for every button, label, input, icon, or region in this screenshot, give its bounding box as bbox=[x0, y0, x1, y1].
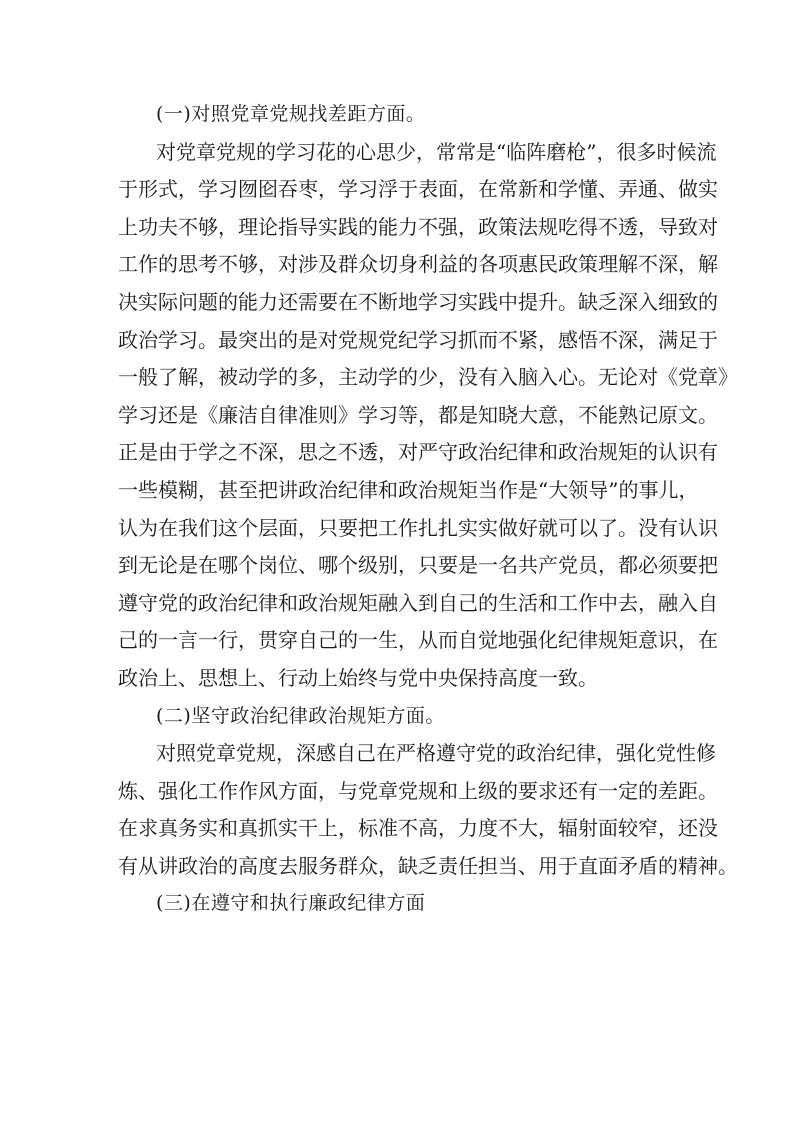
paragraph-line: 正是由于学之不深，思之不透，对严守政治纪律和政治规矩的认识有 bbox=[118, 440, 718, 465]
paragraph-line: 一些模糊，甚至把讲政治纪律和政治规矩当作是“大领导”的事儿， bbox=[118, 477, 699, 502]
section-heading-3: (三)在遵守和执行廉政纪律方面 bbox=[156, 892, 426, 915]
paragraph-line: 政治学习。最突出的是对党规党纪学习抓而不紧，感悟不深，满足于 bbox=[118, 327, 718, 352]
section-paragraph-2 bbox=[118, 735, 738, 885]
paragraph-line: 工作的思考不够，对涉及群众切身利益的各项惠民政策理解不深，解 bbox=[118, 252, 718, 277]
paragraph-line: 己的一言一行，贯穿自己的一生，从而自觉地强化纪律规矩意识，在 bbox=[118, 628, 718, 653]
paragraph-line: 决实际问题的能力还需要在不断地学习实践中提升。缺乏深入细致的 bbox=[118, 289, 718, 314]
paragraph-line: 一般了解，被动学的多，主动学的少，没有入脑入心。无论对《党章》 bbox=[118, 365, 738, 390]
document-body bbox=[118, 96, 738, 923]
paragraph-line: 政治上、思想上、行动上始终与党中央保持高度一致。 bbox=[118, 665, 598, 690]
paragraph-line: 上功夫不够，理论指导实践的能力不强，政策法规吃得不透，导致对 bbox=[118, 214, 718, 239]
paragraph-line: 到无论是在哪个岗位、哪个级别，只要是一名共产党员，都必须要把 bbox=[118, 553, 718, 578]
paragraph-line: 认为在我们这个层面，只要把工作扎扎实实做好就可以了。没有认识 bbox=[118, 515, 718, 540]
section-heading-2: (二)坚守政治纪律政治规矩方面。 bbox=[156, 704, 445, 727]
paragraph-line: 在求真务实和真抓实干上，标准不高，力度不大，辐射面较窄，还没 bbox=[118, 816, 718, 841]
paragraph-line: 遵守党的政治纪律和政治规矩融入到自己的生活和工作中去，融入自 bbox=[118, 590, 718, 615]
paragraph-line: 对照党章党规，深感自己在严格遵守党的政治纪律，强化党性修 bbox=[156, 741, 716, 766]
paragraph-line: 对党章党规的学习花的心思少，常常是“临阵磨枪”，很多时候流 bbox=[156, 139, 717, 164]
section-paragraph-1 bbox=[118, 134, 738, 698]
paragraph-line: 于形式，学习囫囵吞枣，学习浮于表面，在常新和学懂、弄通、做实 bbox=[118, 177, 718, 202]
paragraph-line: 有从讲政治的高度去服务群众，缺乏责任担当、用于直面矛盾的精神。 bbox=[118, 853, 738, 878]
paragraph-line: 炼、强化工作作风方面，与党章党规和上级的要求还有一定的差距。 bbox=[118, 778, 718, 803]
paragraph-line: 学习还是《廉洁自律准则》学习等，都是知晓大意，不能熟记原文。 bbox=[118, 402, 718, 427]
section-heading-1: (一)对照党章党规找差距方面。 bbox=[156, 103, 426, 125]
